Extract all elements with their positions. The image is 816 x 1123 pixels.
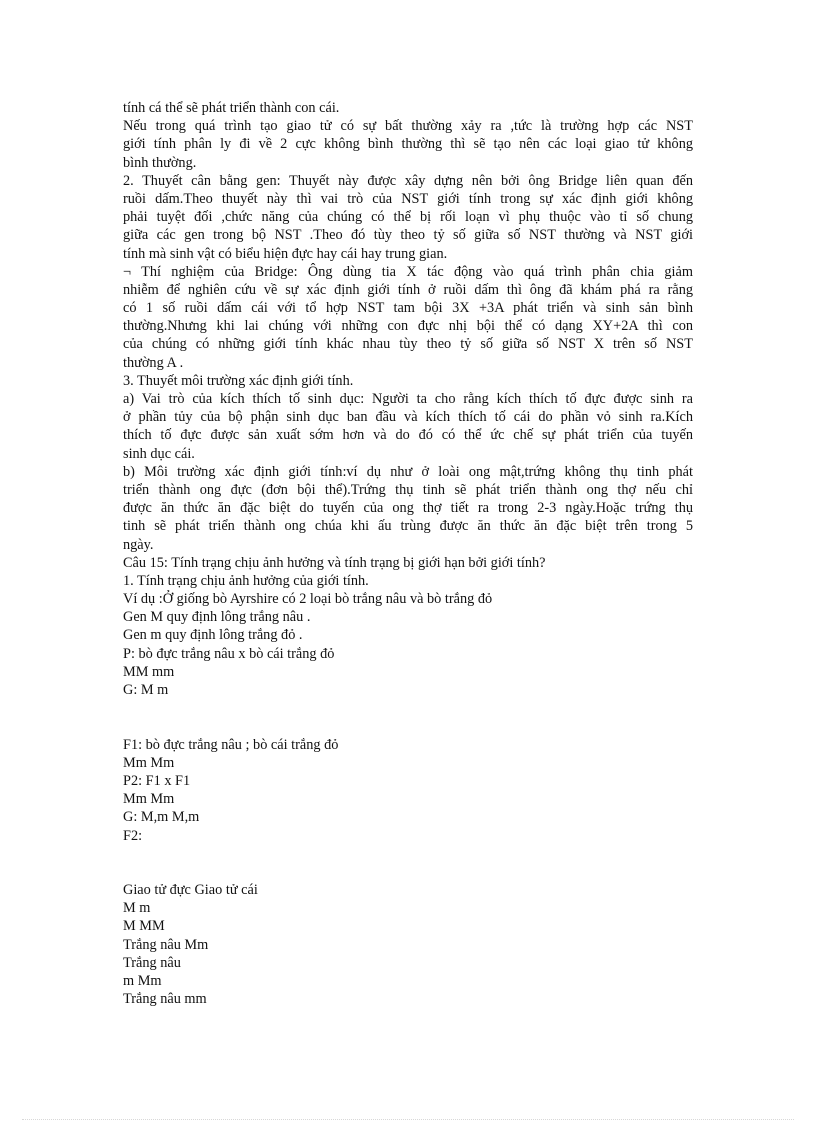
text-line: Câu 15: Tính trạng chịu ảnh hưởng và tính trạng bị giới hạn bởi giới tính? [123, 554, 546, 571]
text-line: ruồi dấm.Theo thuyết này thì vai trò của NST giới tính trong sự xác định giới không [123, 190, 693, 207]
text-line: Nếu trong quá trình tạo giao tử có sự bất thường xảy ra ,tức là trường hợp các NST [123, 118, 693, 135]
blank-line [123, 845, 693, 863]
text-line: được ăn thức ăn đặc biệt do tuyến của ong thợ tiết ra trong 2-3 ngày.Hoặc trứng thụ [123, 500, 693, 517]
text-line: Mm Mm [123, 754, 175, 771]
text-line: tính mà sinh vật có biểu hiện đực hay cái hay trung gian. [123, 245, 448, 262]
text-line: giới tính phân ly đi về 2 cực không bình thường thì sẽ tạo nên các loại giao tử không [123, 136, 693, 153]
text-line: Giao tử đực Giao tử cái [123, 882, 258, 899]
text-line: G: M,m M,m [123, 809, 200, 826]
text-line: Ví dụ :Ở giống bò Ayrshire có 2 loại bò trắng nâu và bò trắng đỏ [123, 591, 493, 608]
text-line: giữa các gen trong bộ NST .Theo đó tùy theo tỷ số giữa số NST thường và NST giới [123, 227, 693, 244]
text-line: thường A . [123, 354, 184, 371]
text-line: Trắng nâu [123, 954, 181, 971]
text-line: M m [123, 900, 151, 917]
text-line: M MM [123, 918, 165, 935]
text-line: bình thường. [123, 154, 197, 171]
blank-line [123, 863, 693, 881]
text-line: có 1 số ruồi dấm cái với tổ hợp NST tam bội 3X +3A phát triển và sinh sản bình [123, 300, 693, 317]
text-line: F1: bò đực trắng nâu ; bò cái trắng đỏ [123, 736, 339, 753]
text-line: 2. Thuyết cân bằng gen: Thuyết này được xây dựng nên bởi ông Bridge liên quan đến [123, 172, 693, 189]
text-line: m Mm [123, 973, 162, 989]
page-bottom-rule [22, 1119, 794, 1120]
text-line: Gen m quy định lông trắng đỏ . [123, 627, 303, 644]
text-line: P2: F1 x F1 [123, 772, 191, 789]
text-line: G: M m [123, 682, 169, 698]
text-line: P: bò đực trắng nâu x bò cái trắng đỏ [123, 645, 335, 662]
text-line: Trắng nâu mm [123, 991, 207, 1008]
text-line: ở phần tủy của bộ phận sinh dục ban đầu và kích thích tố cái do phần vỏ sinh ra.Kích [123, 409, 693, 426]
text-line: MM mm [123, 663, 175, 680]
text-line: 3. Thuyết môi trường xác định giới tính. [123, 372, 354, 389]
text-line: Trắng nâu Mm [123, 936, 209, 953]
text-line: sinh dục cái. [123, 445, 195, 462]
text-line: F2: [123, 827, 143, 844]
document-body [123, 99, 693, 1008]
text-line: tính cá thể sẽ phát triển thành con cái. [123, 100, 340, 116]
text-line: triển thành ong đực (đơn bội thể).Trứng thụ tinh sẽ phát triển thành ong thợ nếu chỉ [123, 481, 693, 498]
text-line: của chúng có những giới tính khác nhau tùy theo tỷ số giữa số NST X trên số NST [123, 336, 693, 353]
text-line: thường.Nhưng khi lai chúng với những con đực nhị bội thể có dạng XY+2A thì con [123, 318, 693, 335]
text-line: tinh sẽ phát triển thành ong chúa khi ấu trùng được ăn thức ăn đặc biệt trên trong 5 [123, 518, 693, 535]
text-line: nhiễm để nghiên cứu về sự xác định giới tính ở ruồi dấm thì ông đã khám phá ra rằng [123, 281, 693, 298]
text-line: ¬ Thí nghiệm của Bridge: Ông dùng tia X tác động vào quá trình phân chia giảm [123, 263, 693, 280]
text-line: ngày. [123, 536, 154, 553]
text-line: thích tố đực được sản xuất sớm hơn và do đó có thể ức chế sự phát triển của tuyến [123, 427, 693, 444]
text-line: b) Môi trường xác định giới tính:ví dụ như ở loài ong mật,trứng không thụ tinh phát [123, 463, 693, 480]
text-line: a) Vai trò của kích thích tố sinh dục: Người ta cho rằng kích thích tố đực được sinh ra [123, 391, 693, 407]
blank-line [123, 717, 693, 735]
text-line: 1. Tính trạng chịu ảnh hưởng của giới tính. [123, 572, 369, 589]
text-line: Mm Mm [123, 791, 175, 808]
blank-line [123, 699, 693, 717]
text-line: Gen M quy định lông trắng nâu . [123, 609, 311, 626]
text-line: phải tuyệt đối ,chức năng của chúng có thể bị rối loạn vì phụ thuộc vào tỉ số chung [123, 209, 693, 226]
